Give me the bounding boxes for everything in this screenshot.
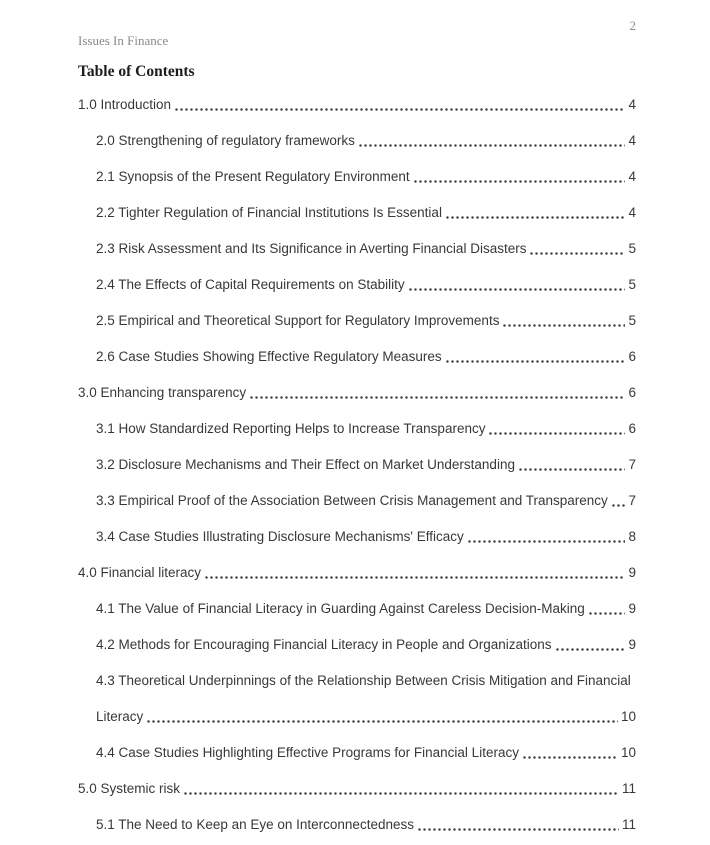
toc-entry-line: [78, 626, 636, 662]
toc-entry-page-number: 4: [628, 168, 636, 184]
dot-leader: [183, 792, 619, 795]
toc-entry-text: 2.6 Case Studies Showing Effective Regulatory Measures: [96, 348, 442, 364]
toc-entry-line: [78, 518, 636, 554]
dot-leader: [529, 252, 625, 255]
toc-entry-text: 3.3 Empirical Proof of the Association Between Crisis Management and Transparency: [96, 492, 608, 508]
dot-leader: [555, 648, 626, 651]
dot-leader: [588, 612, 626, 615]
toc-entry-text-line1: 4.3 Theoretical Underpinnings of the Relationship Between Crisis Mitigation and Financial: [96, 672, 631, 688]
toc-entry-page-number: 7: [628, 456, 636, 472]
dot-leader: [611, 504, 626, 507]
toc-entry[interactable]: [78, 86, 636, 122]
dot-leader: [146, 720, 618, 723]
toc-entry-text: 4.2 Methods for Encouraging Financial Literacy in People and Organizations: [96, 636, 552, 652]
toc-entry-line: [78, 554, 636, 590]
toc-entry-page-number: 9: [628, 600, 636, 616]
toc-entry-line: [78, 734, 636, 770]
toc-entry-line: [78, 338, 636, 374]
toc-entry-line: [78, 770, 636, 806]
toc-entry-line: [78, 230, 636, 266]
toc-entry[interactable]: [78, 410, 636, 446]
toc-entry-text: 3.2 Disclosure Mechanisms and Their Effect on Market Understanding: [96, 456, 515, 472]
dot-leader: [522, 756, 618, 759]
toc-entry-line: [78, 122, 636, 158]
toc-entry[interactable]: [78, 590, 636, 626]
toc-entry-line: [78, 806, 636, 842]
toc-entry-text: 3.1 How Standardized Reporting Helps to Increase Transparency: [96, 420, 486, 436]
toc-entry-line: [78, 302, 636, 338]
toc-entry-page-number: 4: [628, 96, 636, 112]
toc-entry-text: 2.2 Tighter Regulation of Financial Institutions Is Essential: [96, 204, 442, 220]
toc-entry-page-number: 4: [628, 204, 636, 220]
toc-entry-line: [78, 698, 636, 734]
toc-entry[interactable]: [78, 626, 636, 662]
toc-entry[interactable]: [78, 302, 636, 338]
toc-entry-page-number: 5: [628, 312, 636, 328]
toc-entry-line: [78, 86, 636, 122]
toc-entry[interactable]: [78, 554, 636, 590]
dot-leader: [413, 180, 626, 183]
toc-entry-text: 5.1 The Need to Keep an Eye on Interconnectedness: [96, 816, 414, 832]
toc-entry-text: 2.4 The Effects of Capital Requirements on Stability: [96, 276, 405, 292]
toc-entry[interactable]: [78, 806, 636, 842]
toc-entry-line: [78, 590, 636, 626]
toc-entry-text: 4.0 Financial literacy: [78, 564, 202, 580]
toc-entry-page-number: 4: [628, 132, 636, 148]
dot-leader: [467, 540, 626, 543]
toc-entry-line: [78, 158, 636, 194]
dot-leader: [445, 360, 626, 363]
toc-entry[interactable]: [78, 158, 636, 194]
page-number: 2: [629, 18, 636, 33]
dot-leader: [204, 576, 625, 579]
toc-entry-page-number: 5: [628, 276, 636, 292]
toc-entry-text: 2.0 Strengthening of regulatory frameworks: [96, 132, 355, 148]
toc-entry-page-number: 11: [621, 780, 636, 796]
toc-entry-page-number: 10: [620, 708, 636, 724]
toc-entry[interactable]: [78, 122, 636, 158]
toc-entry-text: 2.3 Risk Assessment and Its Significance in Averting Financial Disasters: [96, 240, 527, 256]
toc-entry-line: [78, 482, 636, 518]
toc-entry[interactable]: [78, 338, 636, 374]
toc-entry-line: [78, 446, 636, 482]
toc-entry[interactable]: [78, 662, 636, 734]
toc-entry-first-line: [78, 662, 636, 698]
toc-entry-page-number: 9: [628, 636, 636, 652]
toc-entry-text: Literacy: [96, 708, 144, 724]
dot-leader: [358, 144, 626, 147]
toc-entry[interactable]: [78, 194, 636, 230]
toc-entry-text: 3.4 Case Studies Illustrating Disclosure Mechanisms' Efficacy: [96, 528, 464, 544]
toc-entry-line: [78, 266, 636, 302]
dot-leader: [445, 216, 626, 219]
toc-entry[interactable]: [78, 230, 636, 266]
toc-entry[interactable]: [78, 482, 636, 518]
dot-leader: [488, 432, 625, 435]
toc-entry-line: [78, 374, 636, 410]
toc-entry-page-number: 7: [628, 492, 636, 508]
toc-entry[interactable]: [78, 770, 636, 806]
toc-entry-page-number: 10: [620, 744, 636, 760]
dot-leader: [518, 468, 626, 471]
toc-entry-text: 1.0 Introduction: [78, 96, 172, 112]
toc-entry-text: 5.0 Systemic risk: [78, 780, 181, 796]
dot-leader: [249, 396, 625, 399]
dot-leader: [408, 288, 626, 291]
dot-leader: [502, 324, 625, 327]
toc-entry[interactable]: [78, 734, 636, 770]
toc-entry[interactable]: [78, 518, 636, 554]
toc-entry-text: 2.5 Empirical and Theoretical Support for Regulatory Improvements: [96, 312, 500, 328]
toc-entry-page-number: 11: [621, 816, 636, 832]
toc-entry[interactable]: [78, 374, 636, 410]
toc-entry-text: 4.1 The Value of Financial Literacy in Guarding Against Careless Decision-Making: [96, 600, 585, 616]
toc-entry-line: [78, 194, 636, 230]
toc-entry[interactable]: [78, 446, 636, 482]
toc-entry-page-number: 9: [628, 564, 636, 580]
toc-entry-page-number: 5: [628, 240, 636, 256]
toc-entry-text: 4.4 Case Studies Highlighting Effective Programs for Financial Literacy: [96, 744, 519, 760]
toc-title: Table of Contents: [78, 63, 195, 80]
toc-list: [78, 86, 636, 842]
toc-entry-page-number: 6: [628, 384, 636, 400]
dot-leader: [417, 828, 619, 831]
toc-entry-text: 2.1 Synopsis of the Present Regulatory Environment: [96, 168, 410, 184]
toc-entry-text: 3.0 Enhancing transparency: [78, 384, 247, 400]
dot-leader: [174, 108, 625, 111]
toc-entry-page-number: 8: [628, 528, 636, 544]
running-header: Issues In Finance: [78, 33, 169, 48]
toc-entry-page-number: 6: [628, 420, 636, 436]
toc-entry[interactable]: [78, 266, 636, 302]
toc-entry-line: [78, 410, 636, 446]
toc-entry-page-number: 6: [628, 348, 636, 364]
